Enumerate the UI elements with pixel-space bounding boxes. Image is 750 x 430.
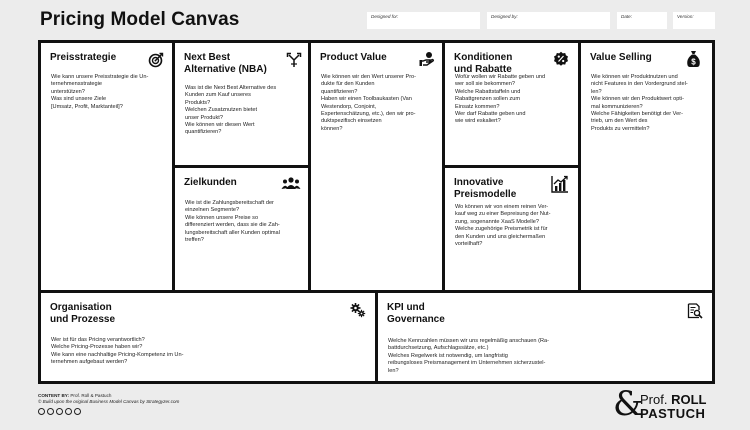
block-innovative-preismodelle	[445, 168, 581, 290]
arrows-split-icon	[286, 52, 302, 68]
page-title: Pricing Model Canvas	[40, 9, 240, 30]
hand-money-icon	[419, 51, 435, 67]
logo-ampersand: &	[613, 384, 644, 424]
block-nba	[175, 43, 311, 168]
svg-text:$: $	[691, 57, 696, 67]
group-icon	[281, 175, 301, 191]
block-text: Welche Kennzahlen müssen wir uns regelmäßig anschauen (Ra- battdurchsetzung, Aufschlagssätze, etc.) Welches Regelwerk ist notwendig, um langfristig reibungsloses Preismanagement im Unternehmen sicherzustel- len?	[388, 338, 549, 374]
block-text: Wo können wir von einem reinen Ver- kauf weg zu einer Bepreisung der Nut- zung, sogenannte XaaS Modelle? Welche zugehörige Preismetrik ist für den Kunden und uns gleichermaßen vorteilhaft?	[455, 204, 551, 247]
block-text: Wofür wollen wir Rabatte geben und wer soll sie bekommen? Welche Rabattstaffeln und Rabattgrenzen sollen zum Einsatz kommen? Wer darf Rabatte geben und wie wird eskaliert?	[455, 74, 546, 125]
logo-line-1	[640, 392, 706, 407]
block-value-selling	[581, 43, 712, 290]
block-preisstrategie	[41, 43, 175, 290]
designed-for-label: Designed for:	[371, 14, 399, 19]
block-konditionen	[445, 43, 581, 168]
block-title: Konditionen und Rabatte	[454, 52, 513, 75]
version-label: Version:	[677, 14, 694, 19]
block-text: Wie kann unsere Preisstrategie die Un- ternehmensstrategie unterstützen? Was sind unsere Ziele [Umsatz, Profit, Marktanteil]?	[51, 74, 149, 110]
block-title: Value Selling	[590, 52, 652, 63]
cc-icon	[38, 408, 45, 415]
block-title: Next Best Alternative (NBA)	[184, 52, 267, 75]
block-title: Product Value	[320, 52, 387, 63]
designed-by-label: Designed by:	[491, 14, 518, 19]
block-text: Wie können wir den Wert unserer Pro- dukte für den Kunden quantifizieren? Haben wir einen Toolbaukasten (Van Westendorp, Conjoint, Expertenschätzung, etc.), den wir pro- duktspezifisch einsetzen können?	[321, 74, 417, 132]
canvas-grid	[38, 40, 715, 384]
block-title: KPI und Governance	[387, 302, 445, 325]
designed-for-field[interactable]	[367, 12, 480, 29]
date-label: Date:	[621, 14, 632, 19]
growth-chart-icon	[551, 175, 569, 193]
date-field[interactable]	[617, 12, 667, 29]
block-kpi-governance	[378, 290, 712, 381]
discount-icon	[553, 51, 569, 67]
target-icon	[148, 52, 164, 68]
block-title: Preisstrategie	[50, 52, 117, 63]
logo-prefix: Prof.	[640, 392, 668, 407]
content-by-value: Prof. Roll & Pastuch	[70, 393, 112, 398]
logo-name-2: PASTUCH	[640, 406, 706, 421]
credit-text: © Build upon the original Business Model Canvas by Strategyzer.com	[38, 399, 180, 405]
block-organisation-prozesse	[41, 290, 378, 381]
nd-icon	[74, 408, 81, 415]
nc-icon	[65, 408, 72, 415]
report-magnifier-icon	[687, 303, 703, 319]
block-title: Zielkunden	[184, 177, 237, 188]
by-icon	[47, 408, 54, 415]
designed-by-field[interactable]	[487, 12, 610, 29]
block-product-value	[311, 43, 445, 290]
gears-icon	[350, 302, 366, 318]
license-icons	[38, 408, 179, 415]
version-field[interactable]	[673, 12, 715, 29]
logo-name-1: ROLL	[671, 392, 707, 407]
block-title: Innovative Preismodelle	[454, 177, 517, 200]
money-bag-icon	[686, 50, 701, 68]
block-title: Organisation und Prozesse	[50, 302, 116, 325]
footer-credits	[38, 393, 179, 415]
block-text: Was ist die Next Best Alternative des Kunden zum Kauf unseres Produkts? Welchen Zusatznutzen bietet unser Produkt? Wie können wir diesen Wert quantifizieren?	[185, 85, 277, 136]
block-text: Wie können wir Produktnutzen und nicht Features in den Vordergrund stel- len? Wie können wir den Produktwert opti- mal kommunizieren? Welche Fähigkeiten benötigt der Ver- trieb, um den Wert des Produkts zu vermitteln?	[591, 74, 688, 132]
prof-roll-pastuch-logo	[613, 384, 717, 424]
block-text: Wer ist für das Pricing verantwortlich? Welche Pricing-Prozesse haben wir? Wie kann eine nachhaltige Pricing-Kompetenz im Un- ternehmen aufgebaut werden?	[51, 337, 184, 366]
block-text: Wie ist die Zahlungsbereitschaft der einzelnen Segmente? Wie können unsere Preise so differenziert werden, dass sie die Zah- lungsbereitschaft aller Kunden optimal treffen?	[185, 200, 280, 243]
block-zielkunden	[175, 168, 311, 290]
sa-icon	[56, 408, 63, 415]
content-by-label: CONTENT BY:	[38, 393, 70, 398]
